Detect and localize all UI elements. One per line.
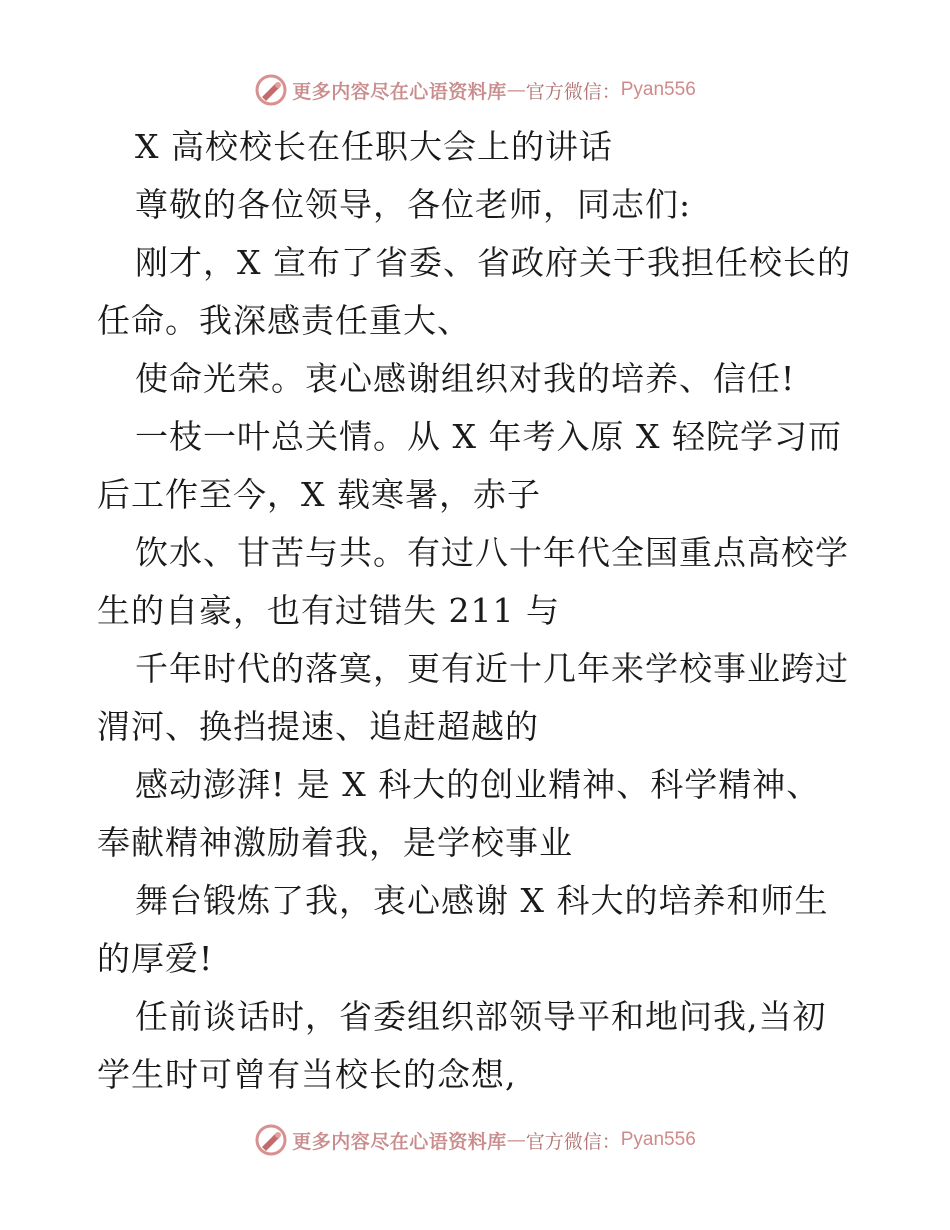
watermark-id: Pyan556 — [620, 79, 696, 100]
text-line: 任前谈话时，省委组织部领导平和地问我,当初 — [135, 997, 827, 1036]
text-line: 尊敬的各位领导，各位老师，同志们: — [135, 185, 692, 224]
document-body — [97, 118, 857, 1104]
text-line: 刚才，X 宣布了省委、省政府关于我担任校长的 — [135, 243, 851, 282]
text-line: 感动澎湃! 是 X 科大的创业精神、科学精神、 — [135, 765, 821, 804]
watermark-dash: — — [506, 79, 526, 101]
text-line: 渭河、换挡提速、追赶超越的 — [97, 707, 539, 746]
header-watermark — [0, 72, 950, 108]
text-line: X 高校校长在任职大会上的讲话 — [135, 127, 613, 166]
text-line: 生的自豪，也有过错失 211 与 — [97, 591, 560, 630]
footer-watermark — [0, 1122, 950, 1158]
brand-logo-icon — [254, 1123, 288, 1157]
text-line: 千年时代的落寞，更有近十几年来学校事业跨过 — [135, 649, 849, 688]
brand-logo-icon — [254, 73, 288, 107]
text-line: 一枝一叶总关情。从 X 年考入原 X 轻院学习而 — [135, 417, 842, 456]
watermark-brand: 更多内容尽在心语资料库 — [292, 80, 507, 103]
watermark-official: 官方微信： — [525, 1130, 621, 1153]
watermark-id: Pyan556 — [620, 1129, 696, 1150]
watermark-dash: — — [506, 1129, 526, 1151]
text-line: 学生时可曾有当校长的念想, — [97, 1055, 517, 1094]
text-line: 舞台锻炼了我，衷心感谢 X 科大的培养和师生 — [135, 881, 829, 920]
text-line: 饮水、甘苦与共。有过八十年代全国重点高校学 — [135, 533, 849, 572]
watermark-brand: 更多内容尽在心语资料库 — [292, 1130, 507, 1153]
text-line: 任命。我深感责任重大、 — [97, 301, 471, 340]
watermark-official: 官方微信： — [525, 80, 621, 103]
text-line: 的厚爱! — [97, 939, 214, 978]
text-line: 奉献精神激励着我，是学校事业 — [97, 823, 573, 862]
text-line: 后工作至今，X 载寒暑，赤子 — [97, 475, 541, 514]
text-line: 使命光荣。衷心感谢组织对我的培养、信任! — [135, 359, 796, 398]
